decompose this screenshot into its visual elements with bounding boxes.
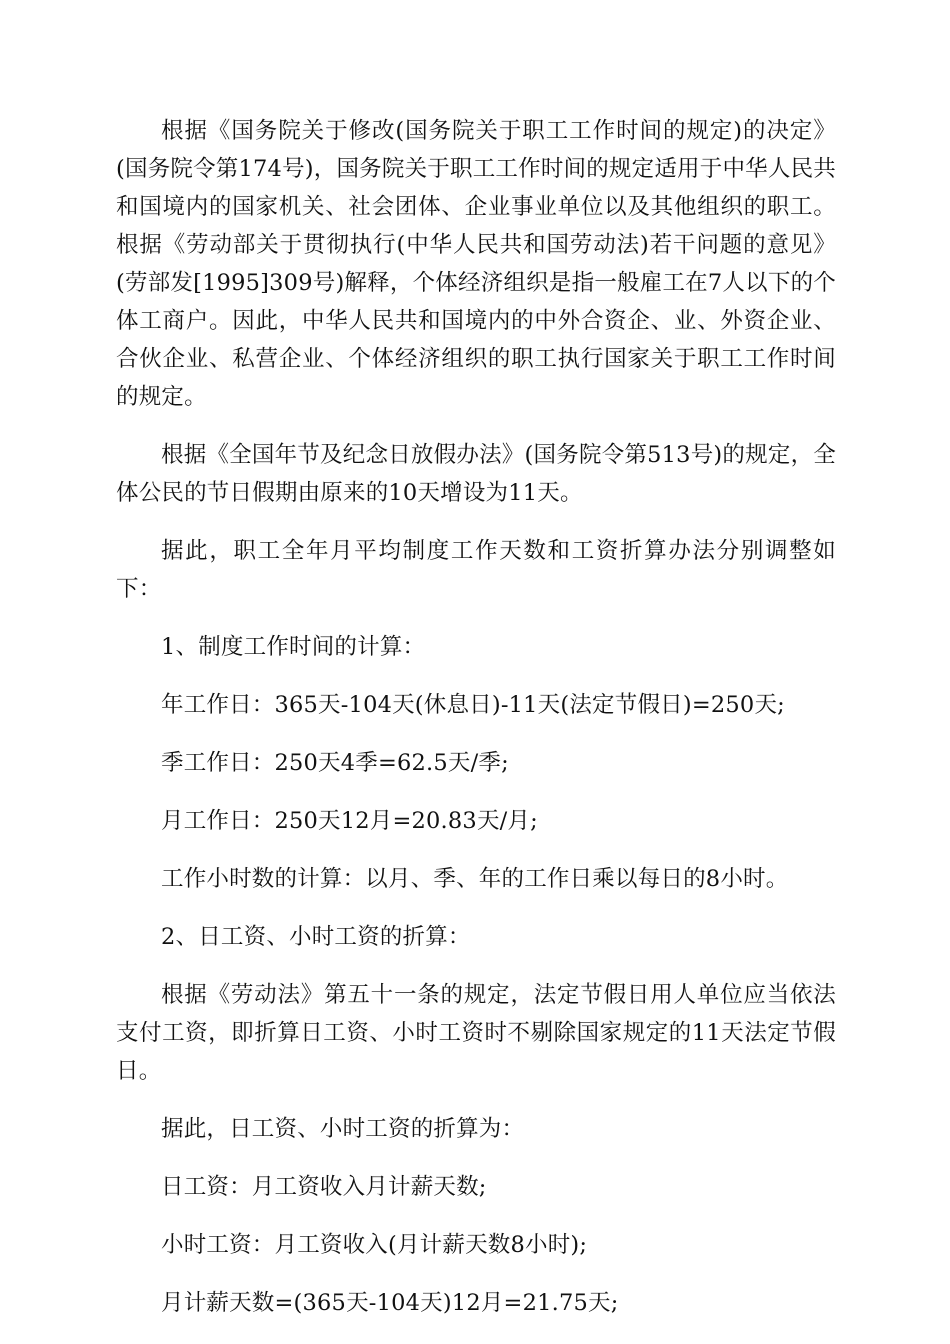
document-body (116, 112, 836, 1342)
formula-daily-wage: 日工资：月工资收入月计薪天数; (161, 1174, 487, 1200)
section-heading-work-time-calculation: 1、制度工作时间的计算： (161, 634, 426, 660)
paragraph-work-time-scope: 根据《国务院关于修改(国务院关于职工工作时间的规定)的决定》(国务院令第174号)，国务院关于职工工作时间的规定适用于中华人民共和国境内的国家机关、社会团体、企业事业单位以及其他组织的职工。根据《劳动部关于贯彻执行(中华人民共和国劳动法)若干问题的意见》(劳部发[1995]309号)解释，个体经济组织是指一般雇工在7人以下的个体工商户。因此，中华人民共和国境内的中外合资企、业、外资企业、合伙企业、私营企业、个体经济组织的职工执行国家关于职工工作时间的规定。 (116, 118, 836, 410)
formula-monthly-paid-days: 月计薪天数=(365天-104天)12月=21.75天; (161, 1290, 619, 1316)
paragraph-work-hours-calculation: 工作小时数的计算：以月、季、年的工作日乘以每日的8小时。 (161, 866, 789, 892)
formula-quarterly-workdays: 季工作日：250天4季=62.5天/季; (161, 750, 509, 776)
paragraph-wage-conversion-intro: 据此，日工资、小时工资的折算为： (161, 1116, 525, 1142)
section-heading-wage-conversion: 2、日工资、小时工资的折算： (161, 924, 471, 950)
formula-annual-workdays: 年工作日：365天-104天(休息日)-11天(法定节假日)=250天; (161, 692, 785, 718)
formula-hourly-wage: 小时工资：月工资收入(月计薪天数8小时); (161, 1232, 588, 1258)
paragraph-labor-law-article: 根据《劳动法》第五十一条的规定，法定节假日用人单位应当依法支付工资，即折算日工资、小时工资时不剔除国家规定的11天法定节假日。 (116, 982, 836, 1084)
paragraph-adjustment-intro: 据此，职工全年月平均制度工作天数和工资折算办法分别调整如下： (116, 538, 836, 602)
paragraph-holiday-regulation: 根据《全国年节及纪念日放假办法》(国务院令第513号)的规定，全体公民的节日假期由原来的10天增设为11天。 (116, 442, 836, 506)
formula-monthly-workdays: 月工作日：250天12月=20.83天/月; (161, 808, 538, 834)
